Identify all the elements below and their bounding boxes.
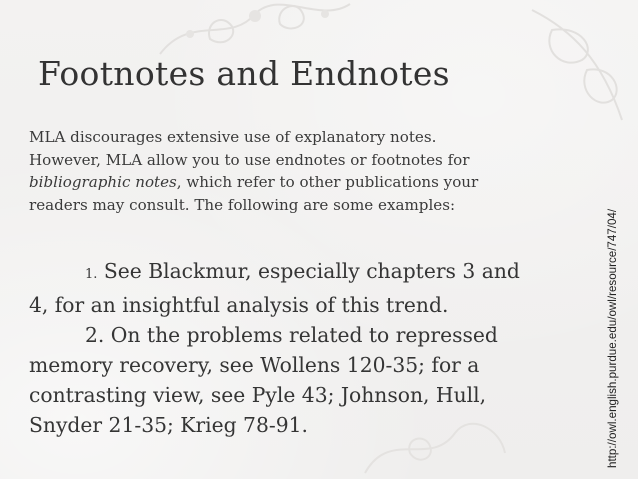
intro-emphasis: bibliographic notes xyxy=(29,173,177,192)
leaf-watermark-icon xyxy=(512,0,632,130)
intro-paragraph xyxy=(29,126,589,216)
intro-line-rest: , which refer to other publications your xyxy=(176,173,479,192)
example-notes xyxy=(29,256,599,440)
intro-line: However, MLA allow you to use endnotes or footnotes for xyxy=(29,150,470,169)
source-url: http://owl.english.purdue.edu/owl/resource/747/04/ xyxy=(606,208,619,468)
example-2-line: 2. On the problems related to repressed xyxy=(85,323,498,347)
page-title: Footnotes and Endnotes xyxy=(38,54,450,93)
example-2-line: Snyder 21-35; Krieg 78-91. xyxy=(29,413,308,437)
intro-line: readers may consult. The following are some examples: xyxy=(29,195,456,214)
intro-line: MLA discourages extensive use of explanatory notes. xyxy=(29,128,437,146)
example-1-line xyxy=(29,256,599,290)
example-2-line: contrasting view, see Pyle 43; Johnson, Hull, xyxy=(29,383,487,407)
example-2-line: memory recovery, see Wollens 120-35; for a xyxy=(29,353,480,377)
intro-line xyxy=(29,171,589,194)
example-1-text: See Blackmur, especially chapters 3 and xyxy=(97,259,520,283)
example-1-number: 1. xyxy=(85,267,98,282)
example-1-line: 4, for an insightful analysis of this trend. xyxy=(29,293,449,317)
